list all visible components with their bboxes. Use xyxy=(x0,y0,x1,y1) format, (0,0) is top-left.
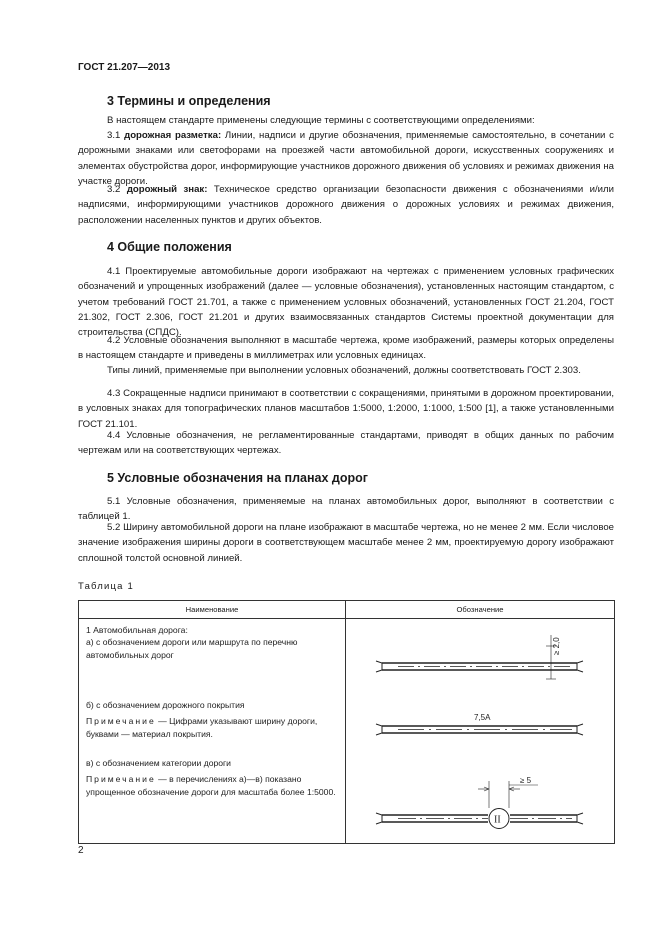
names-cell xyxy=(79,619,346,844)
item-b-road-surface: б) с обозначением дорожного покрытия xyxy=(86,700,245,710)
category-label: II xyxy=(494,814,501,826)
term-number: 3.2 xyxy=(107,184,127,195)
term-definition: Техническое средство организации безопасности движения с обозначениями и/или надписями, информирующими участников дорожного движения о дорожных условиях и режимах движения, расположении населенных пунктов и других объектов. xyxy=(78,184,614,226)
term-name: дорожный знак: xyxy=(126,184,208,195)
paragraph-4-1: 4.1 Проектируемые автомобильные дороги изображают на чертежах с применением условных графических обозначений и упрощенных изображений (далее — условные обозначения), установленных настоящим стандартом, с учетом требований ГОСТ 21.701, а также с применением условных обозначений, установленных ГОСТ 21.204, ГОСТ 21.302, ГОСТ 2.306, ГОСТ 21.201 и других взаимосвязанных стандартов Системы проектной документации для строительства (СПДС). xyxy=(78,266,614,339)
section-5-title: 5 Условные обозначения на планах дорог xyxy=(107,471,368,485)
section-4-title: 4 Общие положения xyxy=(107,240,232,254)
paragraph-4-3: 4.3 Сокращенные надписи принимают в соответствии с сокращениями, принятыми в дорожном проектировании, в условных знаках для топографических планов масштабов 1:5000, 1:2000, 1:1000, 1:500 [1], а также установленными ГОСТ 21.101. xyxy=(78,388,614,430)
item-c-road-category: в) с обозначением категории дороги xyxy=(86,758,231,768)
table-1 xyxy=(78,600,615,844)
section-3-title: 3 Термины и определения xyxy=(107,94,271,108)
paragraph-4-2: 4.2 Условные обозначения выполняют в масштабе чертежа, кроме изображений, размеры которых определены в настоящем стандарте и приведены в миллиметрах или условных единицах. xyxy=(78,335,614,362)
surface-label-b: 7,5А xyxy=(474,713,491,722)
dimension-label-c: ≥ 5 xyxy=(520,776,532,785)
term-number: 3.1 xyxy=(107,130,125,141)
term-definition: Линии, надписи и другие обозначения, применяемые самостоятельно, в сочетании с дорожными знаками или светофорами на проезжей части автомобильной дороги, искусственных сооружениях и элементах обустройства дорог, информирующие участников дорожного движения об условиях и режимах движения на участке дороги. xyxy=(78,130,614,187)
road-symbol-c xyxy=(376,781,583,829)
row-title-road: 1 Автомобильная дорога: xyxy=(86,625,188,635)
symbols-cell xyxy=(346,619,615,844)
note-text: — в перечислениях а)—в) показано упрощенное обозначение дороги для масштаба более 1:5000. xyxy=(86,774,336,797)
note-text: — Цифрами указывают ширину дороги, буквами — материал покрытия. xyxy=(86,716,318,739)
paragraph-4-4: 4.4 Условные обозначения, не регламентированные стандартами, приводят в общих данных по рабочим чертежам или на соответствующих чертежах. xyxy=(78,430,614,457)
table-caption: Таблица 1 xyxy=(78,581,134,592)
column-header-name: Наименование xyxy=(79,601,346,619)
page-number: 2 xyxy=(78,845,84,856)
dimension-label-a: ≥ 2,0 xyxy=(552,637,561,655)
document-header: ГОСТ 21.207—2013 xyxy=(78,62,171,73)
section-3-intro: В настоящем стандарте применены следующие термины с соответствующими определениями: xyxy=(107,115,535,126)
table-header-row xyxy=(79,601,615,619)
item-a-road-number: а) с обозначением дороги или маршрута по перечню автомобильных дорог xyxy=(86,637,298,660)
note-c xyxy=(86,773,341,798)
paragraph-4-2-line-types: Типы линий, применяемые при выполнении условных обозначений, должны соответствовать ГОСТ 2.303. xyxy=(107,365,581,376)
column-header-symbol: Обозначение xyxy=(346,601,615,619)
paragraph-5-2: 5.2 Ширину автомобильной дороги на плане изображают в масштабе чертежа, но не менее 2 мм. Если числовое значение изображения ширины дороги в соответствующем масштабе менее 2 мм, проектируемую дорогу изображают сплошной толстой основной линией. xyxy=(78,522,614,564)
road-symbols-drawing xyxy=(346,619,614,843)
term-road-marking xyxy=(78,128,614,189)
note-label: Примечание xyxy=(86,716,156,726)
term-road-sign xyxy=(78,182,614,228)
note-label: Примечание xyxy=(86,774,156,784)
paragraph-5-1: 5.1 Условные обозначения, применяемые на планах автомобильных дорог, выполняют в соответствии с таблицей 1. xyxy=(78,496,614,523)
road-symbol-b xyxy=(376,724,583,735)
note-b xyxy=(86,715,341,740)
term-name: дорожная разметка: xyxy=(124,130,222,141)
table-row xyxy=(79,619,615,844)
